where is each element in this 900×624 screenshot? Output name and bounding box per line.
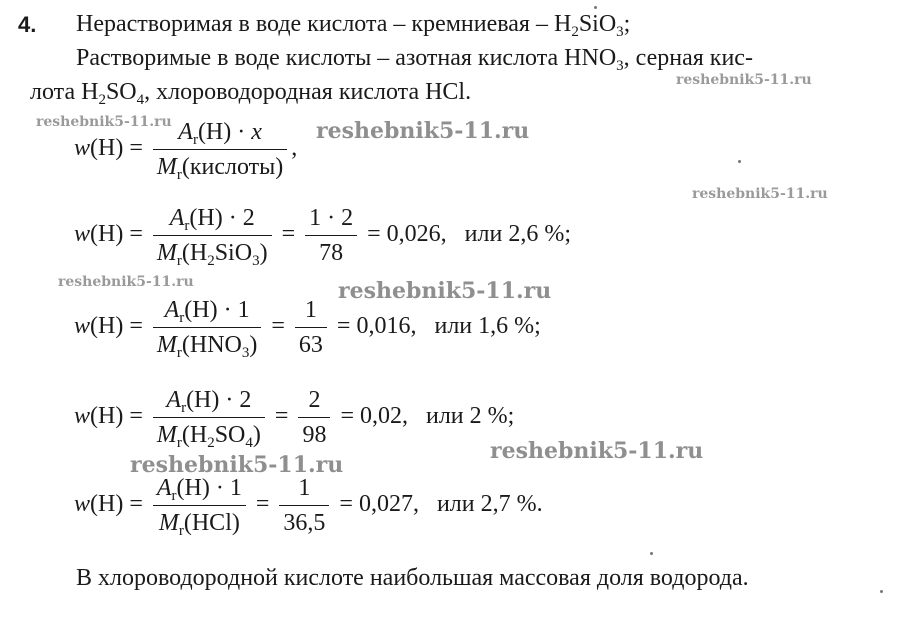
scan-speck [738,160,741,163]
general-fraction: $\frac{A_r(H) \cdot x}{M_r(кислоты)}$ [153,118,287,181]
text-line-1: Нерастворимая в воде кислота – кремниевая – $H_2SiO_3$; [76,11,631,40]
scan-speck [880,590,883,593]
watermark: reshebnik5-11.ru [316,118,530,144]
scan-speck [594,6,597,9]
task-number: 4. [18,12,37,37]
watermark: reshebnik5-11.ru [338,278,552,304]
scan-speck [650,552,653,555]
percent-h2sio3: или 2,6 %; [464,221,571,248]
percent-hcl: или 2,7 %. [436,491,543,518]
formula-h2so4: w(H) = $\frac{A_r(H) \cdot 2}{M_r(H_2SO_4)}$ = $\frac{2}{98}$ = 0,02, или 2 %; [74,387,515,451]
percent-hno3: или 1,6 %; [434,313,541,340]
conclusion-text: В хлороводородной кислоте наибольшая массовая доля водорода. [76,565,749,591]
percent-h2so4: или 2 %; [425,403,515,430]
watermark: reshebnik5-11.ru [36,114,172,130]
watermark: reshebnik5-11.ru [490,438,704,464]
formula-hcl: w(H) = $\frac{A_r(H) \cdot 1}{M_r(HCl)}$ = $\frac{1}{36,5}$ = 0,027, или 2,7 %. [74,475,543,539]
watermark: reshebnik5-11.ru [130,452,344,478]
text-line-2: Растворимые в воде кислоты – азотная кислота $HNO_3$, серная кис- [76,45,753,74]
formula-general: w(H) = $\frac{A_r(H) \cdot x}{M_r(кислоты)}$ , [74,119,298,183]
formula-h2sio3: w(H) = $\frac{A_r(H) \cdot 2}{M_r(H_2SiO_3)}$ = $\frac{1 \cdot 2}{78}$ = 0,026, или 2,6 %; [74,205,571,269]
watermark: reshebnik5-11.ru [692,186,828,202]
formula-hno3: w(H) = $\frac{A_r(H) \cdot 1}{M_r(HNO_3)}$ = $\frac{1}{63}$ = 0,016, или 1,6 %; [74,297,541,361]
watermark: reshebnik5-11.ru [676,72,812,88]
watermark: reshebnik5-11.ru [58,274,194,290]
text-line-3: лота $H_2SO_4$, хлороводородная кислота HCl. [30,79,472,108]
